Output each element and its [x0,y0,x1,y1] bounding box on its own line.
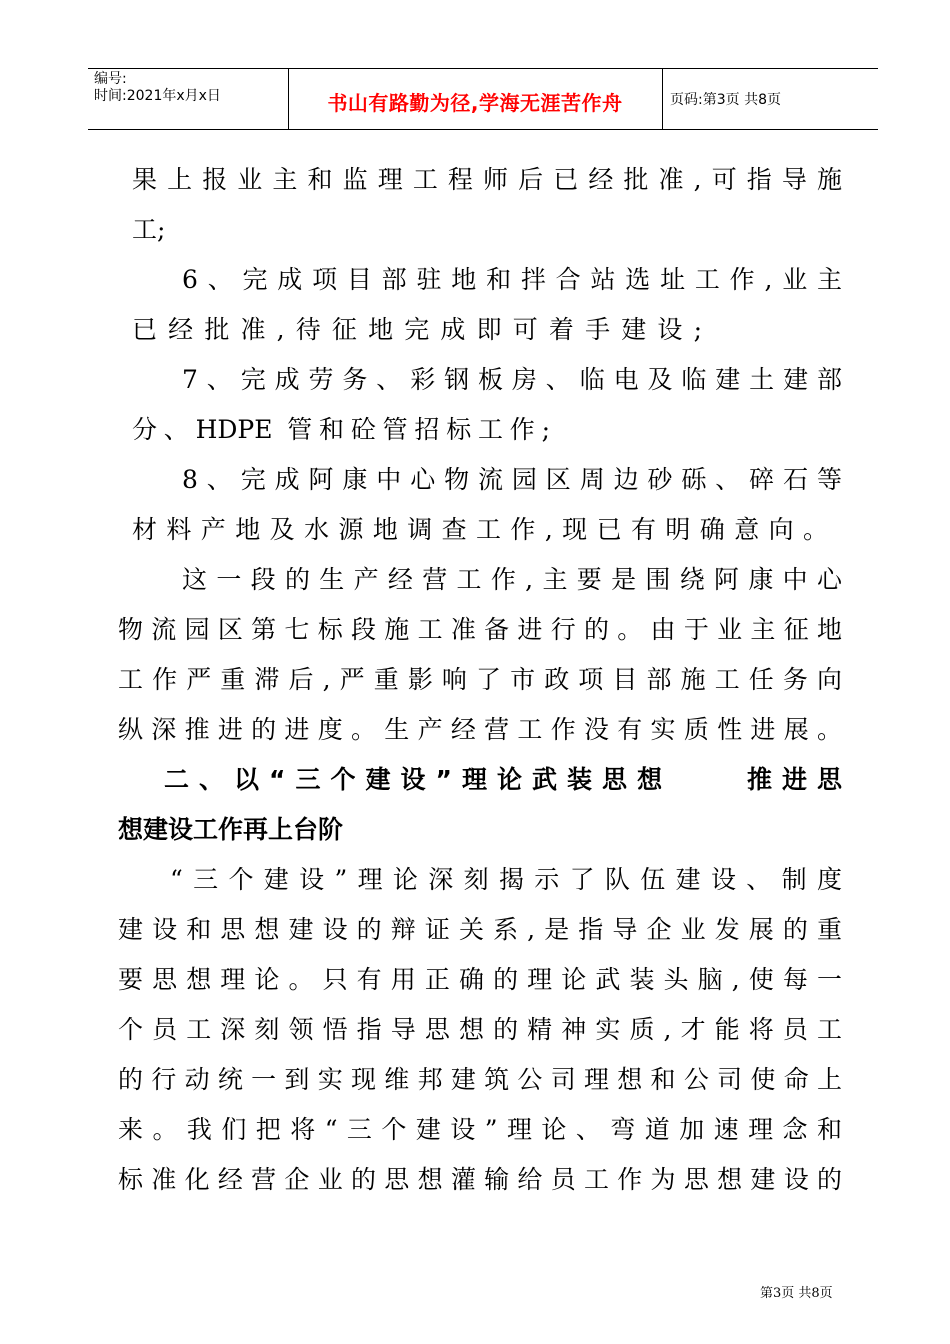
document-header [88,68,878,130]
paragraph-line: 个员工深刻领悟指导思想的精神实质,才能将员工 [118,1015,842,1044]
page-footer: 第3页 共8页 [760,1286,833,1301]
serial-number-label: 编号: [94,71,127,87]
paragraph-line: 工作严重滞后,严重影响了市政项目部施工任务向 [118,665,842,694]
header-motto: 书山有路勤为径,学海无涯苦作舟 [327,91,623,115]
paragraph-line: 建设和思想建设的辩证关系,是指导企业发展的重 [118,915,842,944]
header-divider [662,69,663,129]
paragraph-line: 的行动统一到实现维邦建筑公司理想和公司使命上 [118,1065,842,1094]
paragraph-line: 分、HDPE 管和砼管招标工作; [132,415,550,444]
paragraph-line: 工; [132,215,166,244]
paragraph-line: 果上报业主和监理工程师后已经批准,可指导施 [132,165,842,194]
paragraph-line: 6、完成项目部驻地和拌合站选址工作,业主 [182,265,842,294]
paragraph-line: 要思想理论。只有用正确的理论武装头脑,使每一 [118,965,842,994]
paragraph-line: 已经批准,待征地完成即可着手建设; [132,315,702,344]
header-meta [94,71,221,105]
paragraph-line: 来。我们把将“三个建设”理论、弯道加速理念和 [118,1115,842,1144]
paragraph-line: 7、完成劳务、彩钢板房、临电及临建土建部 [182,365,842,394]
section-heading: 想建设工作再上台阶 [118,815,344,844]
paragraph-line: 8、完成阿康中心物流园区周边砂砾、碎石等 [182,465,842,494]
date-label: 时间:2021年x月x日 [94,88,221,104]
paragraph-line: 纵深推进的进度。生产经营工作没有实质性进展。 [118,715,842,744]
section-heading: 二、以“三个建设”理论武装思想 推进思 [164,765,842,794]
paragraph-line: 这一段的生产经营工作,主要是围绕阿康中心 [182,565,842,594]
paragraph-line: 物流园区第七标段施工准备进行的。由于业主征地 [118,615,842,644]
paragraph-line: 标准化经营企业的思想灌输给员工作为思想建设的 [118,1165,842,1194]
header-page-number: 页码:第3页 共8页 [670,92,781,108]
paragraph-line: “三个建设”理论深刻揭示了队伍建设、制度 [170,865,842,894]
paragraph-line: 材料产地及水源地调查工作,现已有明确意向。 [132,515,828,544]
